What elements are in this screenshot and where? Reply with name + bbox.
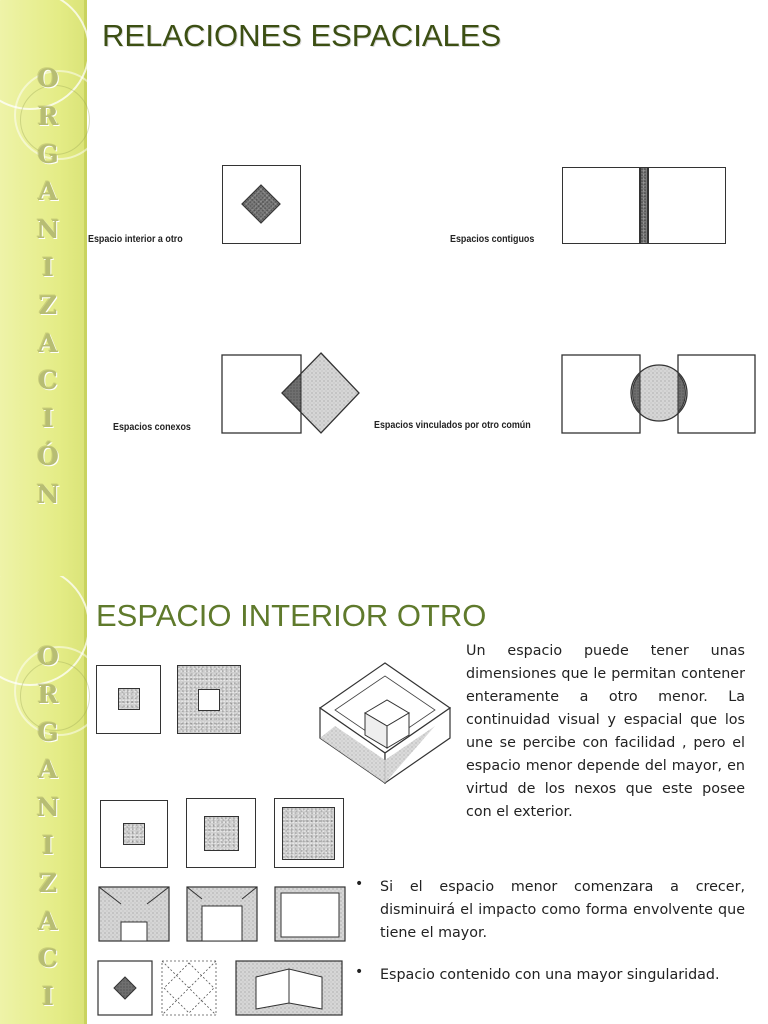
side-letter: Z xyxy=(38,290,58,320)
side-letter: I xyxy=(42,982,54,1012)
side-letter: N xyxy=(36,215,60,245)
side-letter: N xyxy=(36,479,60,509)
slide-espacio-interior-otro xyxy=(0,576,768,1024)
figure-contiguos-separator xyxy=(640,167,648,244)
diagram-void xyxy=(198,689,220,711)
label-espacios-vinculados: Espacios vinculados por otro común xyxy=(374,419,531,431)
side-letter: I xyxy=(42,404,54,434)
label-espacios-conexos: Espacios conexos xyxy=(113,421,191,433)
side-letter: C xyxy=(38,944,58,974)
bullet-marker: • xyxy=(355,876,364,892)
side-letter: Ó xyxy=(37,441,59,471)
diagram-perspective-rooms xyxy=(96,884,348,944)
figure-vinculados xyxy=(556,348,760,440)
diagram-growth-3-core xyxy=(282,807,335,860)
vertical-word-organizacion xyxy=(28,60,68,514)
intro-paragraph: Un espacio puede tener unas dimensiones que le permitan contener enteramente a otro menor. La continuidad visual y espacial que los une se percibe con facilidad , pero el espacio menor depende del mayor, en virtud de los nexos que este posee con el exterior. xyxy=(466,643,745,820)
diagram-core xyxy=(118,688,140,710)
side-letter: G xyxy=(37,717,59,747)
diagram-growth-2-core xyxy=(204,816,239,851)
side-letter: O xyxy=(37,642,59,671)
side-letter: A xyxy=(38,328,58,358)
side-letter: R xyxy=(37,101,59,131)
diagram-singular-spaces xyxy=(96,959,346,1019)
label-espacios-contiguos: Espacios contiguos xyxy=(450,233,535,245)
bullet-text-crecer: Si el espacio menor comenzara a crecer, disminuirá el impacto como forma envolvente que tiene el mayor. xyxy=(380,879,745,941)
side-letter: A xyxy=(38,177,58,207)
vertical-word-organizacion xyxy=(28,638,68,1016)
side-letter: Z xyxy=(38,868,58,898)
side-letter: C xyxy=(38,366,58,396)
side-letter: A xyxy=(38,906,58,936)
section-title: ESPACIO INTERIOR OTRO xyxy=(96,598,487,633)
figure-contiguos-left-square xyxy=(562,167,640,244)
bullet-text-singularidad: Espacio contenido con una mayor singularidad. xyxy=(380,967,720,983)
side-letter: G xyxy=(37,139,59,169)
side-letter: N xyxy=(36,793,60,823)
bullet-marker: • xyxy=(355,964,364,980)
figure-conexos xyxy=(215,348,365,440)
side-letter: R xyxy=(37,679,59,709)
figure-contiguos-right-square xyxy=(648,167,726,244)
page-title: RELACIONES ESPACIALES xyxy=(102,18,502,53)
side-letter: A xyxy=(38,755,58,785)
side-letter: I xyxy=(42,252,54,282)
side-letter: O xyxy=(37,64,59,93)
label-espacio-interior: Espacio interior a otro xyxy=(88,233,183,245)
diagram-isometric-container xyxy=(315,658,455,788)
diagram-growth-1-core xyxy=(123,823,145,845)
side-letter: I xyxy=(42,830,54,860)
